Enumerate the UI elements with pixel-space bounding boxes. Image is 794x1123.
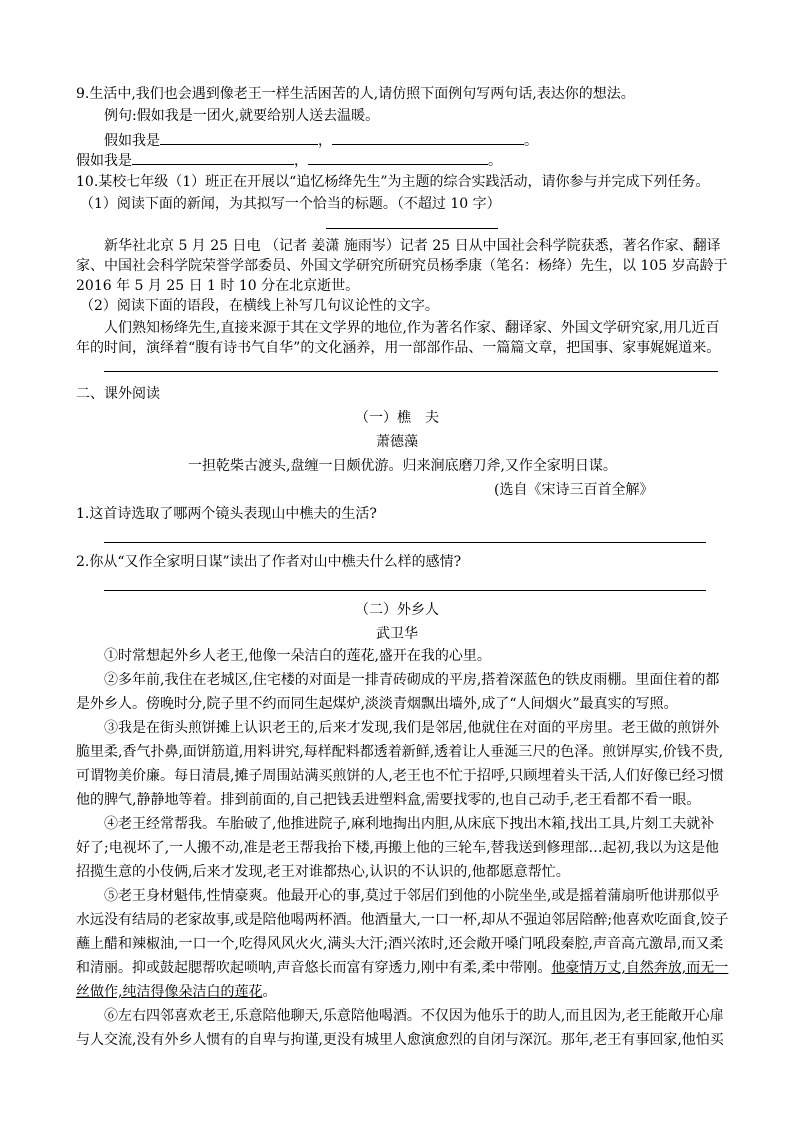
essay-line: 招揽生意的小伎俩,后来才发现,老王对谁都热心,认识的不认识的,他都愿意帮忙。 (76, 864, 570, 880)
poem-source: (选自《宋诗三百首全解》 (494, 482, 654, 498)
q10-prompt: 10.某校七年级（1）班正在开展以“追忆杨绛先生”为主题的综合实践活动，请你参与并完成下列任务。 (76, 174, 710, 190)
answer-blank[interactable] (332, 130, 524, 145)
essay-line: 脆里柔,香气扑鼻,面饼筋道,用料讲究,每样配料都透着新鲜,透着让人垂涎三尺的色泽。煎饼厚实,价钱不贵, (76, 744, 724, 760)
essay-line: ③我是在街头煎饼摊上认识老王的,后来才发现,我们是邻居,他就住在对面的平房里。老王做的煎饼外 (104, 720, 720, 736)
answer-blank[interactable] (308, 150, 488, 165)
essay-line: 丝做作,纯洁得像朵洁白的莲花。 (76, 984, 277, 1000)
q10-task2: （2）阅读下面的语段，在横线上补写几句议论性的文字。 (80, 298, 439, 314)
essay-line: ①时常想起外乡人老王,他像一朵洁白的莲花,盛开在我的心里。 (104, 648, 491, 664)
answer-line-1[interactable] (104, 542, 706, 543)
essay-line: 蘸上醋和辣椒油,一口一个,吃得风风火火,满头大汗;酒兴浓时,还会敞开嗓门吼段秦腔,声音高亢激昂,而又柔 (76, 936, 724, 952)
essay-line: ⑥左右四邻喜欢老王,乐意陪他聊天,乐意陪他喝酒。不仅因为他乐于的助人,而且因为,老王能敞开心扉 (104, 1008, 724, 1024)
q9-example: 例句:假如我是一团火,就要给别人送去温暖。 (104, 108, 380, 124)
passage-line: 年的时间，演绎着“腹有诗书气自华”的文化涵养，用一部部作品、一篇篇文章，把国事、家事娓娓道来。 (76, 340, 721, 356)
essay-line: ②多年前,我住在老城区,住宅楼的对面是一排青砖砌成的平房,搭着深蓝色的铁皮雨棚。里面住着的都 (104, 672, 720, 688)
poem-title: （一）樵 夫 (355, 410, 439, 426)
section-heading: 二、课外阅读 (76, 386, 160, 402)
essay-line: ④老王经常帮我。车胎破了,他推进院子,麻利地掏出内胆,从床底下拽出木箱,找出工具,片刻工夫就补 (104, 816, 715, 832)
essay-line: ⑤老王身材魁伟,性情豪爽。他最开心的事,莫过于邻居们到他的小院坐坐,或是摇着蒲扇听他讲那似乎 (104, 888, 720, 904)
title-answer-line[interactable] (326, 228, 498, 229)
poem-text: 一担乾柴古渡头,盘缠一日颇优游。归来涧底磨刀斧,又作全家明日谋。 (188, 458, 617, 474)
q9-answer-line-2: 假如我是 ， 。 (76, 150, 502, 171)
underlined-sentence: 他豪情万丈,自然奔放,而无一 (551, 960, 729, 976)
essay-title: （二）外乡人 (355, 602, 439, 618)
question-1: 1.这首诗选取了哪两个镜头表现山中樵夫的生活? (76, 506, 377, 522)
underlined-sentence: 丝做作,纯洁得像朵洁白的莲花 (76, 984, 263, 1000)
essay-author: 武卫华 (376, 626, 418, 642)
passage-answer-line[interactable] (104, 371, 718, 372)
news-line: 家、中国社会科学院荣誉学部委员、外国文学研究所研究员杨季康（笔名：杨绛）先生，以 105 岁高龄于 (76, 258, 728, 274)
essay-line: 水远没有结局的老家故事,或是陪他喝两杯酒。他酒量大,一口一杯,却从不强迫邻居陪醉;他喜欢吃面食,饺子 (76, 912, 729, 928)
essay-line: 好了;电视坏了,一人搬不动,准是老王帮我抬下楼,再搬上他的三轮车,替我送到修理部…起初,我以为这是他 (76, 840, 719, 856)
q9-line1-start: 假如我是 (104, 133, 160, 149)
essay-line: 与人交流,没有外乡人惯有的自卑与拘谨,更没有城里人愈演愈烈的自闭与深沉。那年,老王有事回家,他怕买 (76, 1032, 724, 1048)
passage-line: 人们熟知杨绛先生,直接来源于其在文学界的地位,作为著名作家、翻译家、外国文学研究家,用几近百 (104, 320, 720, 336)
essay-line: 是外乡人。傍晚时分,院子里不约而同生起煤炉,淡淡青烟飘出墙外,成了“人间烟火”最真实的写照。 (76, 696, 678, 712)
q9-line2-start: 假如我是 (76, 153, 132, 169)
essay-line: 他的脾气,静静地等着。排到前面的,自己把钱丢进塑料盒,需要找零的,也自己动手,老王看都不看一眼。 (76, 792, 701, 808)
question-2: 2.你从“又作全家明日谋”读出了作者对山中樵夫什么样的感情? (76, 554, 462, 570)
q9-answer-line-1: 假如我是 ， 。 (104, 130, 538, 151)
news-line: 新华社北京 5 月 25 日电 （记者 姜潇 施雨岑）记者 25 日从中国社会科学院获悉，著名作家、翻译 (104, 238, 721, 254)
news-line: 2016 年 5 月 25 日 1 时 10 分在北京逝世。 (76, 278, 360, 294)
poem-author: 萧德藻 (376, 434, 418, 450)
answer-blank[interactable] (132, 150, 294, 165)
answer-line-2[interactable] (104, 590, 706, 591)
q9-prompt: 9.生活中,我们也会遇到像老王一样生活困苦的人,请仿照下面例句写两句话,表达你的想法。 (76, 86, 635, 102)
essay-line: 可谓物美价廉。每日清晨,摊子周围站满买煎饼的人,老王也不忙于招呼,只顾埋着头干活,人们好像已经习惯 (76, 768, 724, 784)
answer-blank[interactable] (160, 130, 318, 145)
essay-line: 和清丽。抑或鼓起腮帮吹起唢呐,声音悠长而富有穿透力,刚中有柔,柔中带刚。他豪情万丈,自然奔放,而无一 (76, 960, 729, 976)
q10-task1: （1）阅读下面的新闻，为其拟写一个恰当的标题。（不超过 10 字） (80, 196, 501, 212)
